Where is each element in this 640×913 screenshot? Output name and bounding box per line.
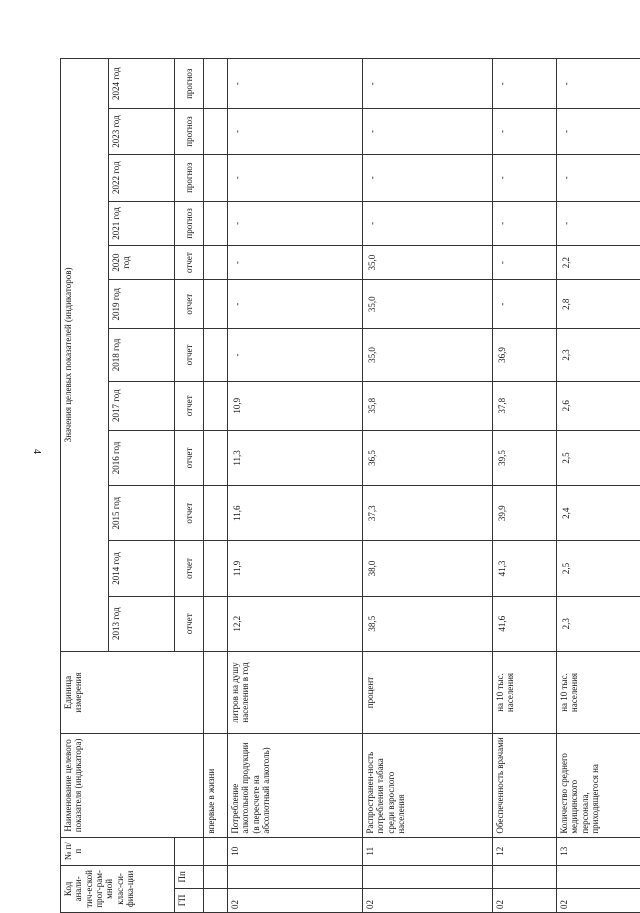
row-number-cell: 13 [557, 837, 640, 865]
value-cell: - [363, 154, 493, 201]
value-cell: 11,9 [228, 541, 363, 596]
value-cell: - [493, 280, 557, 329]
indicator-name-cell: Потребление алкогольной продукции (в пересчете на абсолютный алкоголь) [228, 734, 363, 837]
unit-cell: на 10 тыс. населения [557, 651, 640, 733]
header-num: № п/п [61, 837, 175, 865]
value-cell: 2,4 [557, 486, 640, 541]
header-code: Код анали-тич-еской прог-рам-мной клас-си-фика-ции [61, 865, 175, 912]
status-cell: прогноз [175, 154, 204, 201]
year-header: 2020 год [109, 246, 175, 280]
header-num-blank [175, 837, 204, 865]
value-cell: 2,3 [557, 329, 640, 381]
code-pp-cell [363, 865, 493, 888]
row-number-cell: 10 [228, 837, 363, 865]
year-header: 2013 год [109, 596, 175, 651]
value-cell: 35,8 [363, 381, 493, 430]
indicator-name-cell: Обеспеченность врачами [493, 734, 557, 837]
value-cell: - [228, 59, 363, 109]
status-cell: отчет [175, 486, 204, 541]
code-gp-cell: 02 [228, 888, 363, 912]
value-cell: - [493, 201, 557, 245]
value-cell: - [557, 59, 640, 109]
value-cell: 10,9 [228, 381, 363, 430]
value-cell: 35,0 [363, 246, 493, 280]
unit-cell: литров на душу населения в год [228, 651, 363, 733]
status-cell: отчет [175, 596, 204, 651]
status-cell: отчет [175, 246, 204, 280]
value-cell: - [493, 154, 557, 201]
value-cell: - [228, 201, 363, 245]
status-cell: прогноз [175, 59, 204, 109]
value-cell: - [228, 329, 363, 381]
value-cell: - [363, 201, 493, 245]
year-header: 2018 год [109, 329, 175, 381]
value-cell: 37,3 [363, 486, 493, 541]
table-row [493, 59, 557, 913]
value-cell: 2,2 [557, 246, 640, 280]
value-cell: - [363, 109, 493, 154]
value-cell: 35,0 [363, 280, 493, 329]
carry-over-text: впервые в жизни [204, 734, 228, 837]
value-cell: - [557, 201, 640, 245]
header-unit: Единица измерения [61, 651, 204, 733]
status-cell: отчет [175, 381, 204, 430]
value-cell: - [228, 109, 363, 154]
year-header: 2017 год [109, 381, 175, 430]
indicator-name-cell: Количество среднего медицинского персонала, приходящегося на [557, 734, 640, 837]
value-cell: 41,3 [493, 541, 557, 596]
value-cell: - [557, 109, 640, 154]
year-header: 2016 год [109, 430, 175, 485]
year-header: 2023 год [109, 109, 175, 154]
rotated-table-container [60, 58, 640, 913]
value-cell: - [228, 154, 363, 201]
table-row [557, 59, 640, 913]
value-cell: - [228, 280, 363, 329]
header-values-title: Значения целевых показателей (индикаторов) [61, 59, 109, 652]
year-header: 2021 год [109, 201, 175, 245]
value-cell: 36,9 [493, 329, 557, 381]
page-number: 4 [31, 449, 42, 454]
unit-cell: процент [363, 651, 493, 733]
value-cell: 2,8 [557, 280, 640, 329]
status-cell: прогноз [175, 201, 204, 245]
header-name: Наименование целевого показателя (индикатора) [61, 734, 204, 837]
code-pp-cell [493, 865, 557, 888]
table-row [228, 59, 363, 913]
value-cell: 35,0 [363, 329, 493, 381]
indicators-table [60, 58, 640, 913]
value-cell: 11,3 [228, 430, 363, 485]
value-cell: 2,3 [557, 596, 640, 651]
value-cell: 2,5 [557, 430, 640, 485]
year-header: 2015 год [109, 486, 175, 541]
status-cell: отчет [175, 541, 204, 596]
year-header: 2024 год [109, 59, 175, 109]
value-cell: 36,5 [363, 430, 493, 485]
status-cell: отчет [175, 430, 204, 485]
value-cell: 11,6 [228, 486, 363, 541]
header-gp: ГП [175, 888, 204, 912]
value-cell: 2,5 [557, 541, 640, 596]
value-cell: 37,8 [493, 381, 557, 430]
value-cell: - [557, 154, 640, 201]
value-cell: - [228, 246, 363, 280]
value-cell: 38,0 [363, 541, 493, 596]
status-cell: отчет [175, 280, 204, 329]
row-number-cell: 12 [493, 837, 557, 865]
code-gp-cell: 02 [493, 888, 557, 912]
value-cell: - [493, 109, 557, 154]
year-header: 2019 год [109, 280, 175, 329]
year-header: 2014 год [109, 541, 175, 596]
code-gp-cell: 02 [557, 888, 640, 912]
header-pp: Пп [175, 865, 204, 888]
code-pp-cell [557, 865, 640, 888]
value-cell: 41,6 [493, 596, 557, 651]
value-cell: 2,6 [557, 381, 640, 430]
row-number-cell: 11 [363, 837, 493, 865]
code-gp-cell: 02 [363, 888, 493, 912]
value-cell: - [363, 59, 493, 109]
code-pp-cell [228, 865, 363, 888]
year-header: 2022 год [109, 154, 175, 201]
value-cell: 12,2 [228, 596, 363, 651]
value-cell: 38,5 [363, 596, 493, 651]
value-cell: 39,9 [493, 486, 557, 541]
status-cell: отчет [175, 329, 204, 381]
value-cell: - [493, 59, 557, 109]
unit-cell: на 10 тыс. населения [493, 651, 557, 733]
carry-over-row [204, 59, 228, 913]
value-cell: - [493, 246, 557, 280]
indicator-name-cell: Распространен-ность потребления табака среди взрослого населения [363, 734, 493, 837]
status-cell: прогноз [175, 109, 204, 154]
value-cell: 39,5 [493, 430, 557, 485]
table-row [363, 59, 493, 913]
